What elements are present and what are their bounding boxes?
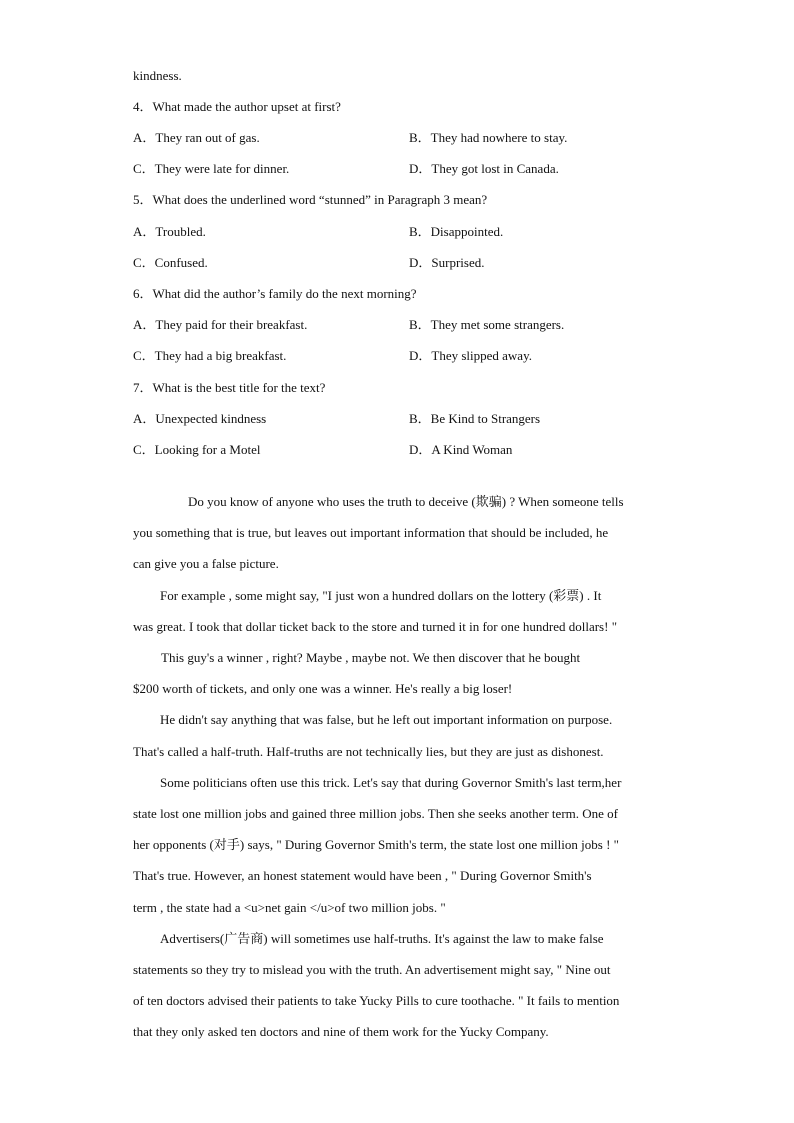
passage-line: For example , some might say, "I just won a hundred dollars on the lottery (彩票) . It xyxy=(160,588,602,603)
passage-line: That's true. However, an honest statement would have been , " During Governor Smith's xyxy=(133,868,592,883)
passage-line: That's called a half-truth. Half-truths are not technically lies, but they are just as dishonest. xyxy=(133,744,604,759)
passage-continuation: kindness. xyxy=(133,68,182,83)
question-5-option-d: D．Surprised. xyxy=(409,255,485,270)
question-4-option-b: B．They had nowhere to stay. xyxy=(409,130,568,145)
passage-line: her opponents (对手) says, " During Governor Smith's term, the state lost one million jobs ! " xyxy=(133,837,619,852)
passage-line: state lost one million jobs and gained three million jobs. Then she seeks another term. One of xyxy=(133,806,618,821)
passage-line: This guy's a winner , right? Maybe , maybe not. We then discover that he bought xyxy=(161,650,581,665)
question-4-option-a: A．They ran out of gas. xyxy=(133,130,260,145)
question-5-option-a: A．Troubled. xyxy=(133,224,206,239)
passage-line: Some politicians often use this trick. Let's say that during Governor Smith's last term,her xyxy=(160,775,622,790)
passage-line: can give you a false picture. xyxy=(133,556,279,571)
passage-line: that they only asked ten doctors and nine of them work for the Yucky Company. xyxy=(133,1024,549,1039)
passage-line: statements so they try to mislead you with the truth. An advertisement might say, " Nine out xyxy=(133,962,611,977)
question-6-option-a: A．They paid for their breakfast. xyxy=(133,317,308,332)
question-7-option-c: C．Looking for a Motel xyxy=(133,442,261,457)
question-4-stem: 4．What made the author upset at first? xyxy=(133,99,341,114)
question-7-stem: 7．What is the best title for the text? xyxy=(133,380,326,395)
passage-line: you something that is true, but leaves out important information that should be included, he xyxy=(133,525,609,540)
passage-line: Advertisers(广告商) will sometimes use half-truths. It's against the law to make false xyxy=(160,931,604,946)
passage-line: term , the state had a <u>net gain </u>of two million jobs. " xyxy=(133,900,446,915)
question-7-option-a: A．Unexpected kindness xyxy=(133,411,267,426)
question-4-option-c: C．They were late for dinner. xyxy=(133,161,290,176)
question-6-option-d: D．They slipped away. xyxy=(409,348,532,363)
question-5-option-c: C．Confused. xyxy=(133,255,208,270)
question-5-stem: 5．What does the underlined word “stunned” in Paragraph 3 mean? xyxy=(133,192,488,207)
question-7-option-b: B．Be Kind to Strangers xyxy=(409,411,541,426)
question-6-option-b: B．They met some strangers. xyxy=(409,317,565,332)
question-5-option-b: B．Disappointed. xyxy=(409,224,504,239)
passage-line: of ten doctors advised their patients to take Yucky Pills to cure toothache. " It fails to mention xyxy=(133,993,620,1008)
question-7-option-d: D．A Kind Woman xyxy=(409,442,513,457)
passage-line: Do you know of anyone who uses the truth to deceive (欺骗) ? When someone tells xyxy=(188,494,624,509)
passage-line: was great. I took that dollar ticket back to the store and turned it in for one hundred dollars! " xyxy=(133,619,617,634)
question-6-stem: 6．What did the author’s family do the next morning? xyxy=(133,286,417,301)
question-6-option-c: C．They had a big breakfast. xyxy=(133,348,287,363)
question-4-option-d: D．They got lost in Canada. xyxy=(409,161,559,176)
passage-line: He didn't say anything that was false, but he left out important information on purpose. xyxy=(160,712,613,727)
passage-line: $200 worth of tickets, and only one was a winner. He's really a big loser! xyxy=(133,681,513,696)
